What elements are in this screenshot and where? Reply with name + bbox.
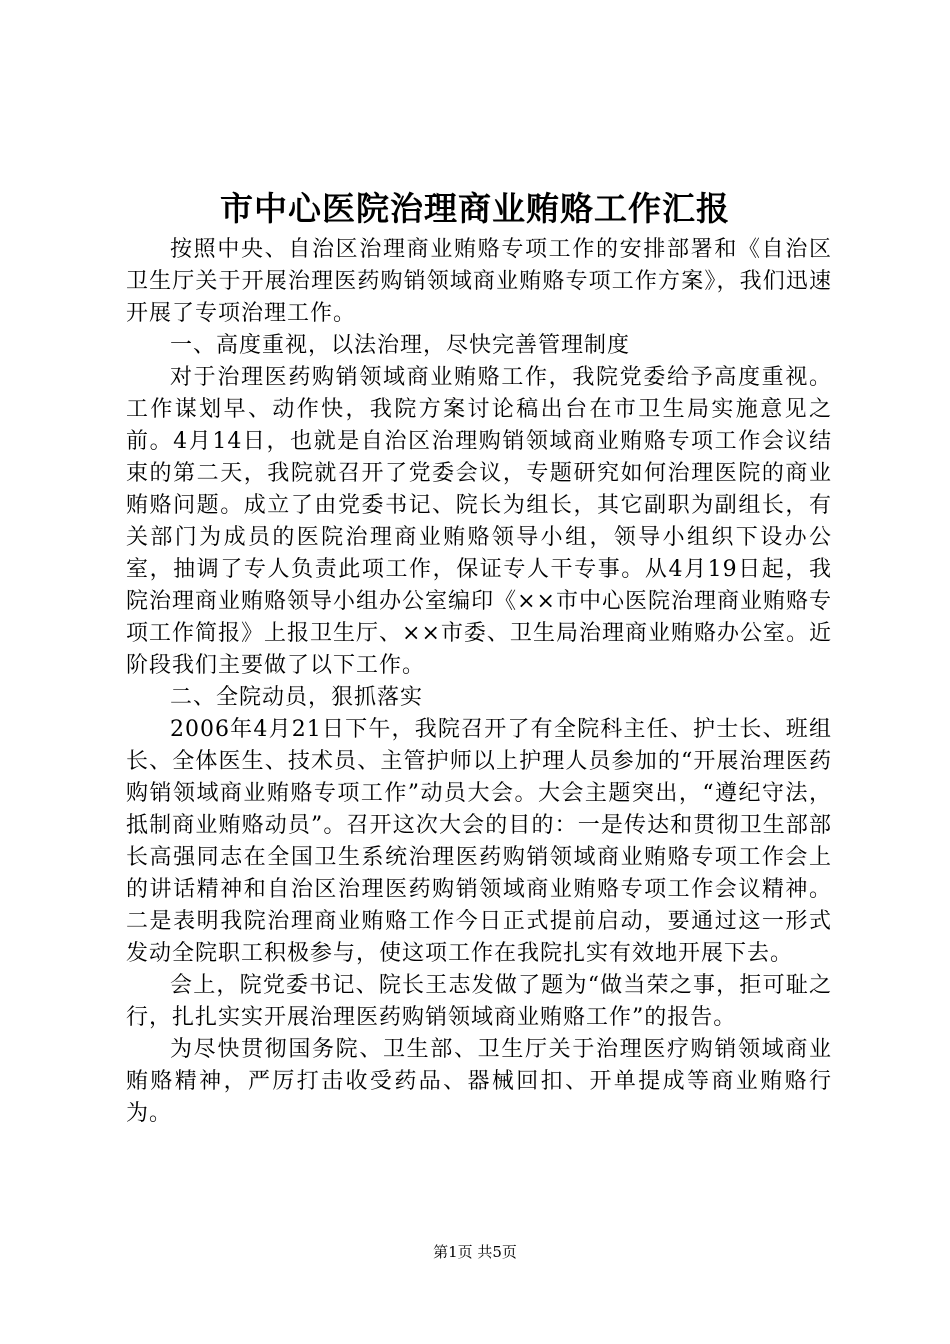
- document-body: [126, 234, 832, 1130]
- section-2-paragraph-1: 2006年4月21日下午，我院召开了有全院科主任、护士长、班组长、全体医生、技术员、主管护师以上护理人员参加的“开展治理医药购销领域商业贿赂专项工作”动员大会。大会主题突出，“遵纪守法，抵制商业贿赂动员”。召开这次大会的目的：一是传达和贯彻卫生部部长高强同志在全国卫生系统治理医药购销领域商业贿赂专项工作会上的讲话精神和自治区治理医药购销领域商业贿赂专项工作会议精神。二是表明我院治理商业贿赂工作今日正式提前启动，要通过这一形式发动全院职工积极参与，使这项工作在我院扎实有效地开展下去。: [126, 717, 832, 966]
- section-2-paragraph-2: 会上，院党委书记、院长王志发做了题为“做当荣之事，拒可耻之行，扎扎实实开展治理医药购销领域商业贿赂工作”的报告。: [126, 973, 832, 1030]
- section-heading-1: 一、高度重视，以法治理，尽快完善管理制度: [170, 333, 631, 358]
- section-1-paragraph: 对于治理医药购销领域商业贿赂工作，我院党委给予高度重视。工作谋划早、动作快，我院方案讨论稿出台在市卫生局实施意见之前。4月14日，也就是自治区治理购销领域商业贿赂专项工作会议结束的第二天，我院就召开了党委会议，专题研究如何治理医院的商业贿赂问题。成立了由党委书记、院长为组长，其它副职为副组长，有关部门为成员的医院治理商业贿赂领导小组，领导小组织下设办公室，抽调了专人负责此项工作，保证专人干专事。从4月19日起，我院治理商业贿赂领导小组办公室编印《××市中心医院治理商业贿赂专项工作简报》上报卫生厅、××市委、卫生局治理商业贿赂办公室。近阶段我们主要做了以下工作。: [126, 365, 832, 678]
- page-number-footer: 第1页 共5页: [433, 1243, 517, 1261]
- section-heading-2: 二、全院动员，狠抓落实: [170, 685, 424, 710]
- section-2-paragraph-3: 为尽快贯彻国务院、卫生部、卫生厅关于治理医疗购销领域商业贿赂精神，严厉打击收受药品、器械回扣、开单提成等商业贿赂行为。: [126, 1037, 832, 1126]
- intro-paragraph: 按照中央、自治区治理商业贿赂专项工作的安排部署和《自治区卫生厅关于开展治理医药购销领域商业贿赂专项工作方案》，我们迅速开展了专项治理工作。: [126, 237, 832, 326]
- document-title: 市中心医院治理商业贿赂工作汇报: [220, 189, 730, 228]
